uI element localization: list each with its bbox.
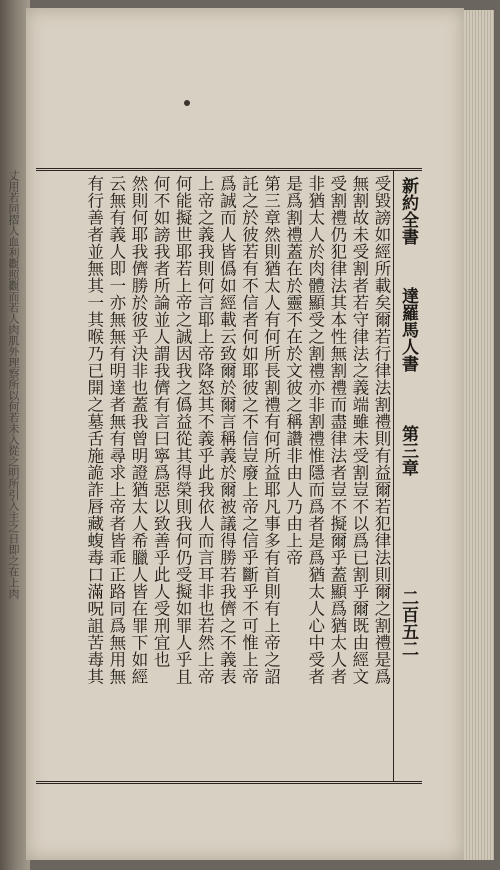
page-stack-edge	[464, 10, 494, 860]
previous-page-text: 丈用若同摺人血利觀照觀而若人肉肌外理察所以何若未入從之明所引入主之日即之在上肉	[7, 170, 20, 599]
text-column-1: 受毀謗如經所載矣爾若行律法割禮則有益爾若犯律法則爾之割禮是爲	[372, 175, 391, 685]
section-title: 達羅馬人書	[398, 287, 418, 372]
text-column-9: 上帝之義我則何言耶上帝降怒其不義乎此我依人而言耳非也若然上帝	[195, 175, 215, 685]
text-column-2: 無割故未受割者若守律法之義端雖未受割豈不以爲已割乎爾既由經文	[349, 175, 369, 685]
page-number: 二百五二	[398, 589, 418, 657]
book-title: 新約全書	[398, 177, 418, 245]
text-column-7: 託之於彼若有不信者何如耶彼之不信豈廢上帝之信乎斷乎不可惟上帝	[239, 175, 259, 685]
chapter-label: 第三章	[398, 425, 418, 476]
text-column-11: 何不如謗我者所論並人謂我儕有言曰寧爲惡以致善乎此人受刑宜也	[151, 175, 171, 668]
text-column-6-chapter-start: 第三章然則猶太人有何所長割禮有何所益耶凡事多有首則有上帝之詔	[261, 175, 281, 685]
running-header	[393, 171, 422, 781]
text-column-3: 受割禮仍犯律法其本性無割禮而盡律法者豈不擬爾乎蓋顯爲猶太人者	[327, 175, 347, 685]
ink-spot	[184, 100, 190, 106]
scripture-text	[38, 175, 392, 777]
text-column-8: 爲誠而人皆僞如經載云致爾於爾言稱義於爾被議得勝若我儕之不義表	[217, 175, 237, 685]
text-frame	[36, 168, 422, 784]
text-column-14: 有行善者並無其一其喉乃已開之墓舌施詭詐唇藏蝮毒口滿呪詛苦毒其	[84, 175, 104, 685]
text-column-5: 是爲割禮蓋在於靈不在於文彼之稱讚非由人乃由上帝	[283, 175, 303, 566]
text-column-13: 云無有義人即一亦無無有明達者無有尋求上帝者皆乖正路同爲無用無	[106, 175, 126, 685]
text-column-4: 非猶太人於肉體顯受之割禮亦非割禮惟隱而爲者是爲猶太人心中受者	[305, 175, 325, 685]
text-column-10: 何能擬世耶若上帝之誠因我之僞益從其得榮則我何仍受擬如罪人乎且	[173, 175, 193, 685]
text-column-12: 然則何耶我儕勝於彼乎決非也蓋我曾明證猶太人希臘人皆在罪下如經	[128, 175, 148, 685]
